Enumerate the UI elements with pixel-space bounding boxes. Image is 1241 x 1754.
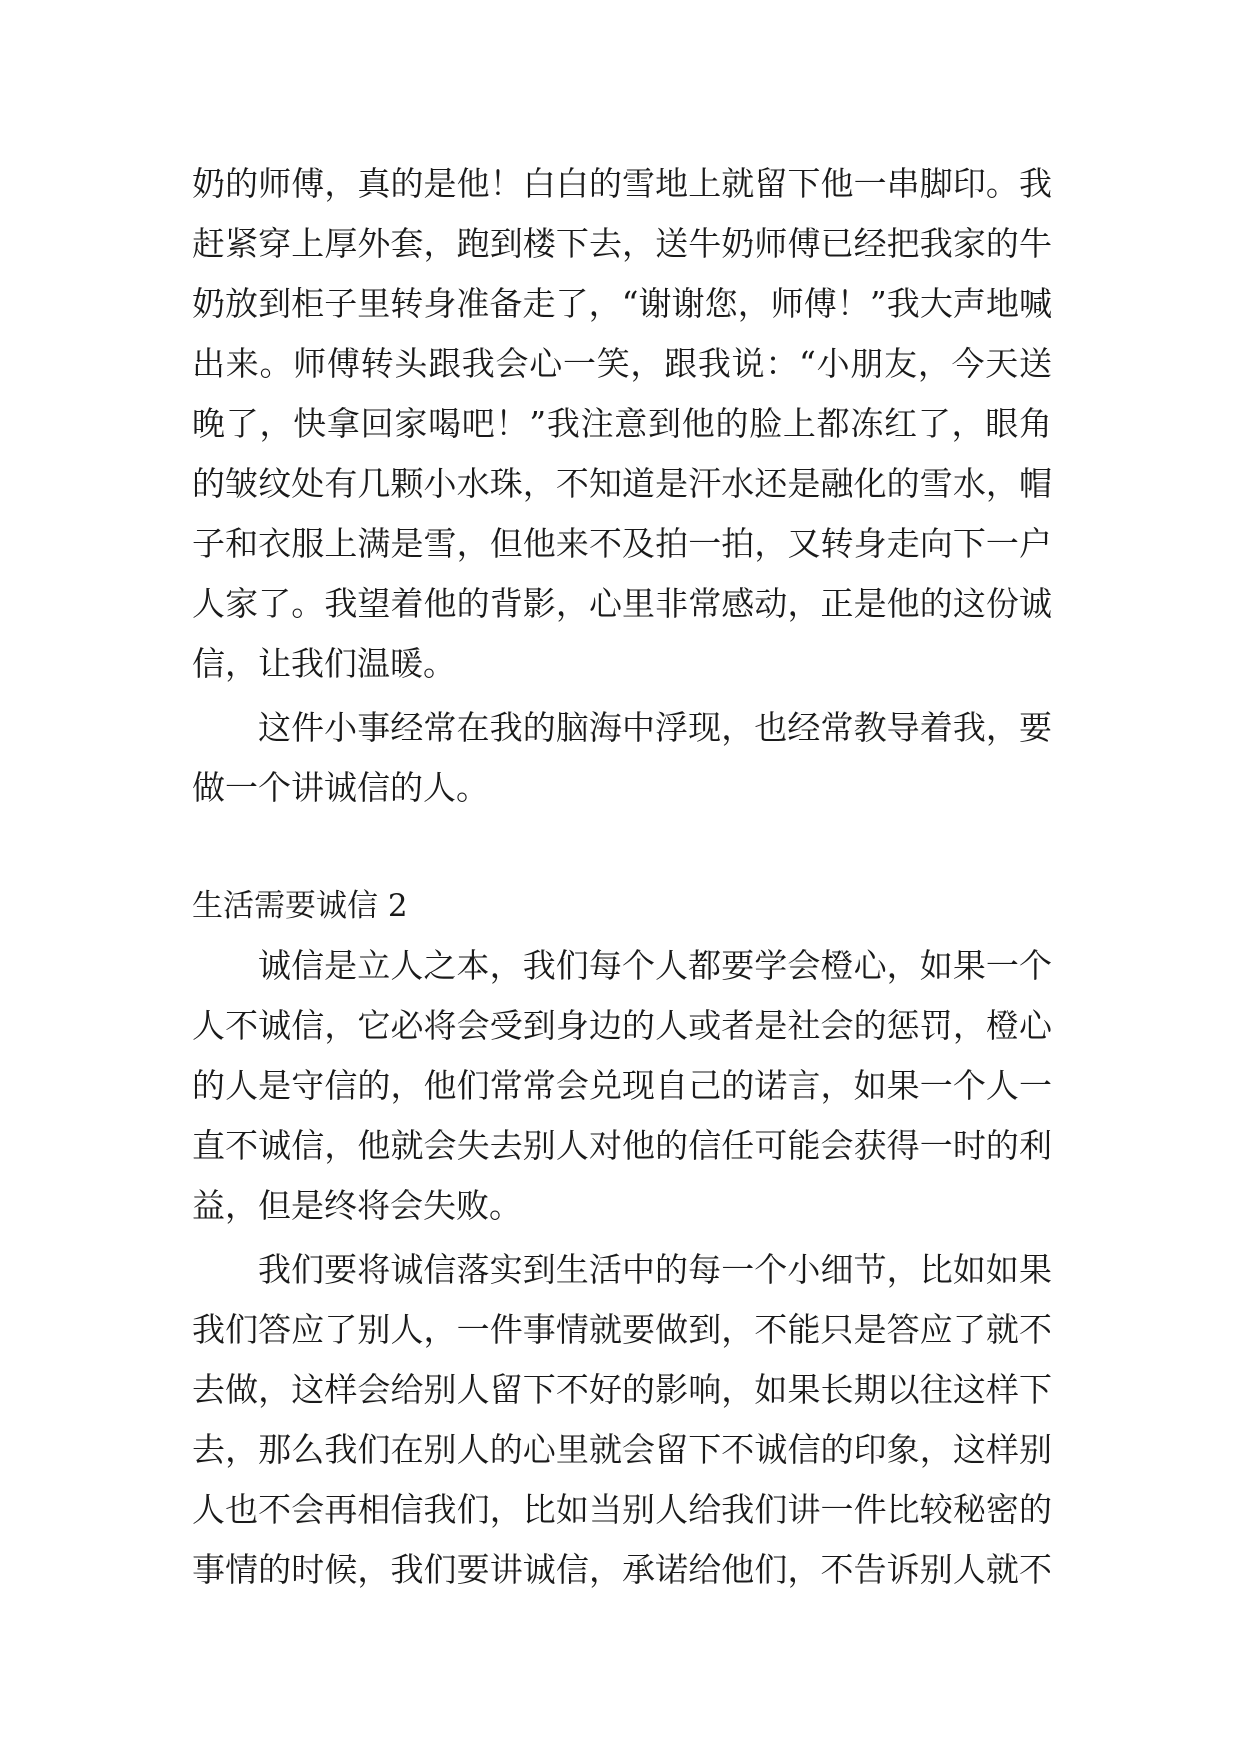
paragraph-1-line-3: 奶放到柜子里转身准备走了，“谢谢您，师傅！”我大声地喊 <box>192 284 1052 323</box>
paragraph-1-line-9: 信，让我们温暖。 <box>192 644 456 683</box>
paragraph-1-line-1: 奶的师傅，真的是他！白白的雪地上就留下他一串脚印。我 <box>192 164 1052 203</box>
paragraph-1-line-2: 赶紧穿上厚外套，跑到楼下去，送牛奶师傅已经把我家的牛 <box>192 224 1052 263</box>
paragraph-2-line-2: 做一个讲诚信的人。 <box>192 768 489 807</box>
paragraph-3-line-4: 直不诚信，他就会失去别人对他的信任可能会获得一时的利 <box>192 1126 1052 1165</box>
paragraph-4-line-3: 去做，这样会给别人留下不好的影响，如果长期以往这样下 <box>192 1370 1052 1409</box>
paragraph-2-line-1: 这件小事经常在我的脑海中浮现，也经常教导着我，要 <box>258 708 1052 747</box>
paragraph-3-line-2: 人不诚信，它必将会受到身边的人或者是社会的惩罚，橙心 <box>192 1006 1052 1045</box>
paragraph-4-line-5: 人也不会再相信我们，比如当别人给我们讲一件比较秘密的 <box>192 1490 1052 1529</box>
paragraph-4-line-2: 我们答应了别人，一件事情就要做到，不能只是答应了就不 <box>192 1310 1052 1349</box>
paragraph-1-line-5: 晚了，快拿回家喝吧！”我注意到他的脸上都冻红了，眼角 <box>192 404 1052 443</box>
paragraph-1-line-7: 子和衣服上满是雪，但他来不及拍一拍，又转身走向下一户 <box>192 524 1052 563</box>
paragraph-1-line-8: 人家了。我望着他的背影，心里非常感动，正是他的这份诚 <box>192 584 1052 623</box>
paragraph-4-line-1: 我们要将诚信落实到生活中的每一个小细节，比如如果 <box>258 1250 1052 1289</box>
section-heading: 生活需要诚信 2 <box>192 888 408 924</box>
paragraph-3-line-3: 的人是守信的，他们常常会兑现自己的诺言，如果一个人一 <box>192 1066 1052 1105</box>
paragraph-1-line-4: 出来。师傅转头跟我会心一笑，跟我说：“小朋友，今天送 <box>192 344 1052 383</box>
paragraph-1-line-6: 的皱纹处有几颗小水珠，不知道是汗水还是融化的雪水，帽 <box>192 464 1052 503</box>
paragraph-4-line-4: 去，那么我们在别人的心里就会留下不诚信的印象，这样别 <box>192 1430 1052 1469</box>
paragraph-4-line-6: 事情的时候，我们要讲诚信，承诺给他们，不告诉别人就不 <box>192 1550 1052 1589</box>
paragraph-3-line-1: 诚信是立人之本，我们每个人都要学会橙心，如果一个 <box>258 946 1052 985</box>
paragraph-3-line-5: 益，但是终将会失败。 <box>192 1186 522 1225</box>
